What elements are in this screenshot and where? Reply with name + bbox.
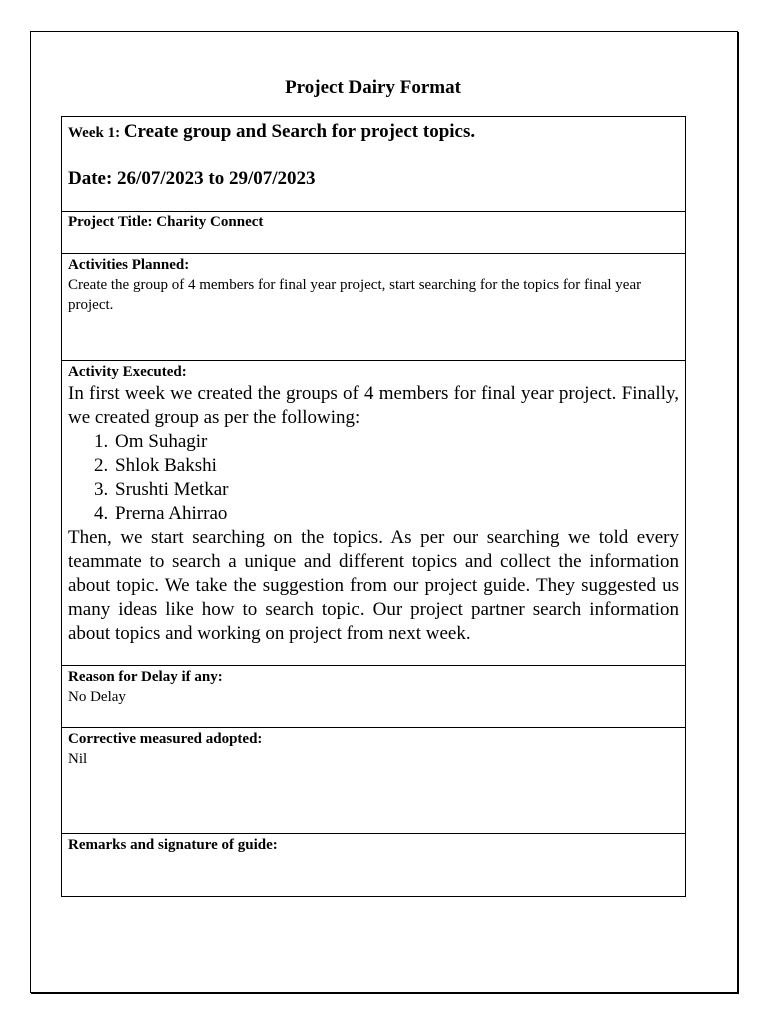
week-title: Create group and Search for project topics. xyxy=(123,121,476,142)
activity-executed-intro: In first week we created the groups of 4 members for final year project. Finally, we created group as per the following: xyxy=(68,383,679,428)
reason-for-delay-label: Reason for Delay if any: xyxy=(68,669,223,685)
activity-executed-details: Then, we start searching on the topics. As per our searching we told every teammate to search a unique and different topics and collect the information about topic. We take the suggestion from our project guide. They suggested us many ideas like how to search topic. Our project partner search information about topics and working on project from next week. xyxy=(68,527,679,644)
corrective-measures-row xyxy=(62,728,686,834)
week-row xyxy=(62,117,686,212)
corrective-measures-value: Nil xyxy=(68,751,88,767)
activities-planned-text: Create the group of 4 members for final year project, start searching for the topics for final year project. xyxy=(68,277,642,313)
list-item: 1. Om Suhagir xyxy=(113,430,679,454)
list-item: 4. Prerna Ahirrao xyxy=(113,502,679,526)
week-number: Week 1: xyxy=(68,125,124,141)
member-list xyxy=(68,430,679,526)
activities-planned-label: Activities Planned: xyxy=(68,257,190,273)
remarks-cell xyxy=(62,834,686,897)
project-diary-table xyxy=(61,116,686,897)
activity-executed-cell xyxy=(62,361,686,666)
week-heading xyxy=(68,119,679,146)
reason-for-delay-value: No Delay xyxy=(68,689,126,705)
activities-planned-cell xyxy=(62,254,686,361)
week-cell xyxy=(62,117,686,212)
project-title-cell xyxy=(62,212,686,254)
reason-for-delay-row xyxy=(62,666,686,728)
list-item: 2. Shlok Bakshi xyxy=(113,454,679,478)
week-date: Date: 26/07/2023 to 29/07/2023 xyxy=(68,168,316,189)
corrective-measures-cell xyxy=(62,728,686,834)
project-title: Project Title: Charity Connect xyxy=(68,214,264,230)
reason-for-delay-cell xyxy=(62,666,686,728)
remarks-label: Remarks and signature of guide: xyxy=(68,837,278,853)
remarks-row xyxy=(62,834,686,897)
project-title-row xyxy=(62,212,686,254)
activity-executed-row xyxy=(62,361,686,666)
activity-executed-label: Activity Executed: xyxy=(68,364,187,380)
list-item: 3. Srushti Metkar xyxy=(113,478,679,502)
activities-planned-row xyxy=(62,254,686,361)
page-title: Project Dairy Format xyxy=(285,77,461,98)
corrective-measures-label: Corrective measured adopted: xyxy=(68,731,263,747)
